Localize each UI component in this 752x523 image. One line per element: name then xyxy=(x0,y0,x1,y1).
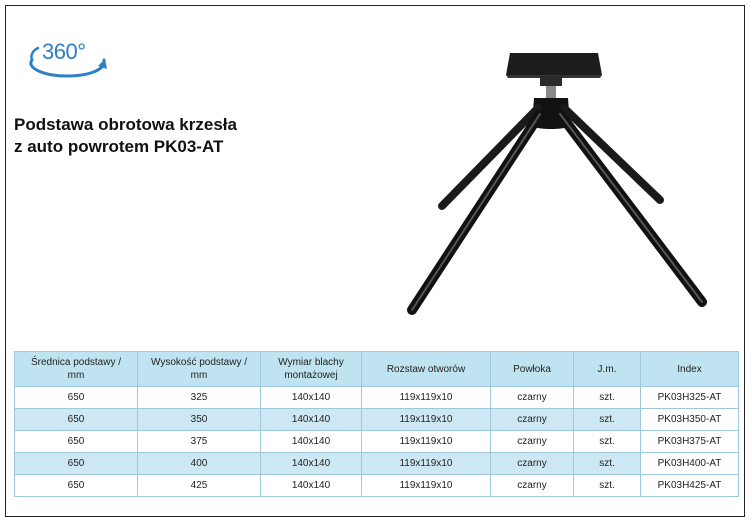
cell-hole-spacing: 119x119x10 xyxy=(362,475,491,497)
cell-height: 400 xyxy=(138,453,261,475)
title-line-2: z auto powrotem PK03-AT xyxy=(14,137,224,156)
title-line-1: Podstawa obrotowa krzesła xyxy=(14,115,237,134)
header-index: Index xyxy=(641,352,739,387)
cell-plate-size: 140x140 xyxy=(261,409,362,431)
cell-index: PK03H400-AT xyxy=(641,453,739,475)
table-row xyxy=(15,475,739,497)
cell-height: 425 xyxy=(138,475,261,497)
specifications-table xyxy=(14,351,739,497)
cell-unit: szt. xyxy=(574,409,641,431)
cell-coating: czarny xyxy=(491,475,574,497)
cell-hole-spacing: 119x119x10 xyxy=(362,431,491,453)
cell-height: 350 xyxy=(138,409,261,431)
cell-coating: czarny xyxy=(491,453,574,475)
cell-height: 375 xyxy=(138,431,261,453)
header-hole-spacing: Rozstaw otworów xyxy=(362,352,491,387)
cell-plate-size: 140x140 xyxy=(261,431,362,453)
product-image xyxy=(400,48,720,323)
logo-text: 360° xyxy=(42,39,86,64)
cell-unit: szt. xyxy=(574,453,641,475)
table-row xyxy=(15,409,739,431)
cell-unit: szt. xyxy=(574,431,641,453)
table-row xyxy=(15,387,739,409)
cell-index: PK03H325-AT xyxy=(641,387,739,409)
cell-coating: czarny xyxy=(491,387,574,409)
table-header-row xyxy=(15,352,739,387)
cell-height: 325 xyxy=(138,387,261,409)
table-row xyxy=(15,453,739,475)
cell-plate-size: 140x140 xyxy=(261,475,362,497)
cell-diameter: 650 xyxy=(15,387,138,409)
cell-hole-spacing: 119x119x10 xyxy=(362,409,491,431)
cell-diameter: 650 xyxy=(15,431,138,453)
cell-unit: szt. xyxy=(574,475,641,497)
cell-unit: szt. xyxy=(574,387,641,409)
cell-coating: czarny xyxy=(491,409,574,431)
cell-index: PK03H350-AT xyxy=(641,409,739,431)
chair-base-illustration xyxy=(400,48,720,323)
cell-diameter: 650 xyxy=(15,475,138,497)
header-diameter: Średnica podstawy / mm xyxy=(15,352,138,387)
product-title xyxy=(14,114,237,158)
cell-hole-spacing: 119x119x10 xyxy=(362,453,491,475)
table-row xyxy=(15,431,739,453)
header-unit: J.m. xyxy=(574,352,641,387)
cell-plate-size: 140x140 xyxy=(261,453,362,475)
cell-hole-spacing: 119x119x10 xyxy=(362,387,491,409)
cell-index: PK03H375-AT xyxy=(641,431,739,453)
header-coating: Powłoka xyxy=(491,352,574,387)
rotation-360-logo xyxy=(24,36,110,82)
cell-index: PK03H425-AT xyxy=(641,475,739,497)
cell-diameter: 650 xyxy=(15,453,138,475)
header-height: Wysokość podstawy / mm xyxy=(138,352,261,387)
cell-plate-size: 140x140 xyxy=(261,387,362,409)
header-plate-size: Wymiar blachy montażowej xyxy=(261,352,362,387)
cell-diameter: 650 xyxy=(15,409,138,431)
cell-coating: czarny xyxy=(491,431,574,453)
